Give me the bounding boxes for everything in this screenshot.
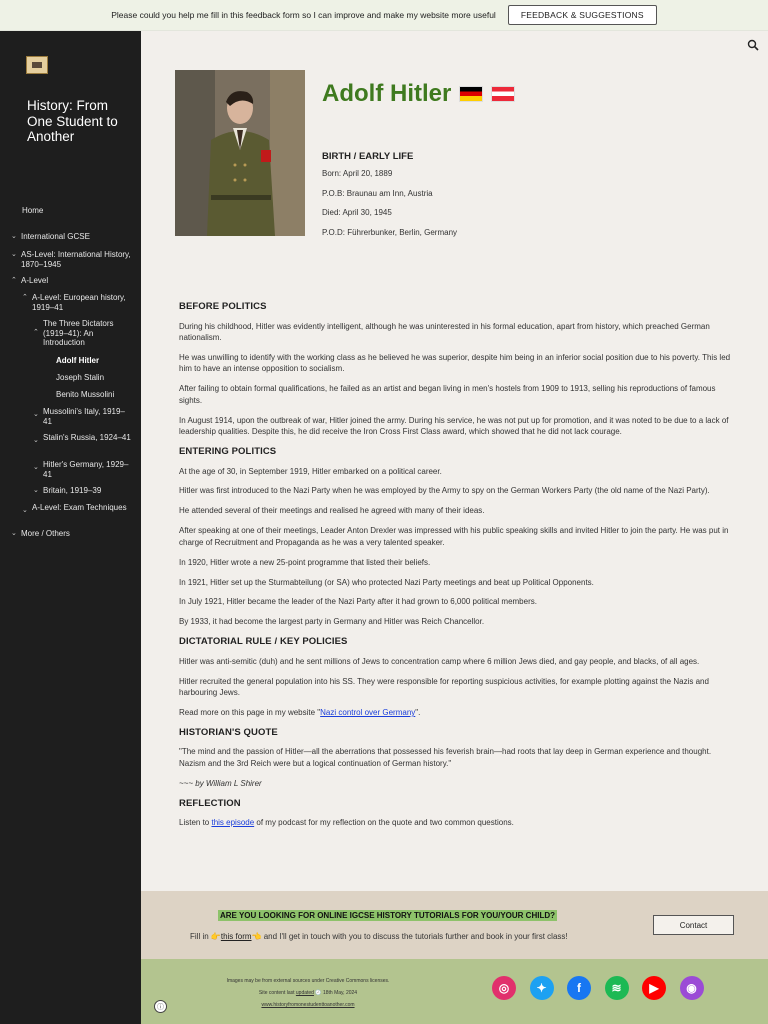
nav-item-label: Britain, 1919–39 (43, 486, 102, 495)
site-logo[interactable] (26, 56, 48, 74)
nav-item-exam-techniques[interactable] (22, 503, 132, 516)
chevron-down-icon[interactable]: ⌄ (33, 464, 39, 471)
info-icon[interactable]: ⓘ (154, 1000, 167, 1013)
nav-item-adolf-hitler[interactable] (56, 356, 99, 366)
paragraph: In 1920, Hitler wrote a new 25-point programme that listed their beliefs. (179, 557, 431, 567)
nav-item-label: International GCSE (21, 232, 90, 241)
instagram-icon[interactable]: ◎ (492, 976, 516, 1000)
text: 👈 and I'll get in touch with you to discuss the tutorials further and book in your first class! (251, 932, 568, 941)
contact-button[interactable]: Contact (653, 915, 734, 935)
chevron-down-icon[interactable]: ⌄ (11, 530, 17, 537)
section-heading: BEFORE POLITICS (179, 301, 267, 312)
social-links (492, 976, 704, 1000)
chevron-up-icon[interactable]: ⌃ (11, 277, 17, 284)
nav-item-a-level[interactable] (11, 276, 131, 286)
chevron-down-icon[interactable]: ⌄ (11, 233, 17, 240)
nav-item-label: Home (22, 206, 44, 215)
nav-item-as-level[interactable] (11, 250, 131, 269)
facebook-icon[interactable]: f (567, 976, 591, 1000)
birth-details (322, 169, 457, 247)
germany-flag-icon (459, 86, 483, 102)
place-of-death: P.O.D: Führerbunker, Berlin, Germany (322, 227, 458, 237)
nav-item-label: Hitler's Germany, 1929–41 (43, 460, 129, 479)
chevron-up-icon[interactable]: ⌃ (22, 294, 28, 301)
quote-author-text: ~~~ by William L Shirer (179, 778, 262, 788)
chevron-down-icon[interactable]: ⌄ (22, 507, 28, 514)
quote-text: "The mind and the passion of Hitler—all the aberrations that possessed his feverish brain—had roots that lay deep in German experience and thought. Nazism and the 3rd Reich were but a logical continuation of German history." (179, 747, 712, 768)
chevron-down-icon[interactable]: ⌄ (33, 411, 39, 418)
nav-item-label: Benito Mussolini (56, 390, 115, 399)
section-heading: DICTATORIAL RULE / KEY POLICIES (179, 636, 348, 648)
text: Read more on this page in my website " (179, 707, 321, 717)
portrait-image (175, 70, 305, 236)
paragraph: He was unwilling to identify with the working class as he believed he was superior, despite him being in an inferior social position due to his poverty. This led him to have an intense opposition to socialism. (179, 352, 731, 374)
tutoring-form-link[interactable]: this form (220, 932, 252, 941)
chevron-down-icon[interactable]: ⌄ (11, 251, 17, 258)
born: Born: April 20, 1889 (322, 169, 393, 178)
sidebar (0, 31, 141, 1024)
nav-item-igcse[interactable] (11, 232, 131, 242)
text: ". (415, 707, 421, 717)
nav-item-label: AS-Level: International History, 1870–1945 (21, 250, 131, 269)
youtube-icon[interactable]: ▶ (642, 976, 666, 1000)
paragraph: During his childhood, Hitler was evidently intelligent, although he was uninterested in his formal education, apart from history, which preached German nationalism. (179, 321, 710, 342)
article-body (179, 301, 734, 837)
nav-item-european-history[interactable] (22, 293, 132, 312)
nav-item-more-others[interactable] (11, 529, 131, 539)
nav-item-label: A-Level: European history, 1919–41 (32, 293, 126, 312)
paragraph: After failing to obtain formal qualifications, he failed as an artist and began living in men's hostels from 1909 to 1913, selling his reproductions of famous sights. (179, 384, 716, 405)
update-note (203, 987, 413, 999)
text: Fill in 👉 (190, 932, 221, 941)
paragraph: At the age of 30, in September 1919, Hitler embarked on a political career. (179, 466, 442, 476)
site-title[interactable]: History: From One Student to Another (27, 98, 118, 144)
paragraph: By 1933, it had become the largest party in Germany and Hitler was Reich Chancellor. (179, 617, 485, 627)
nav-item-britain[interactable] (33, 486, 131, 496)
paragraph: In 1921, Hitler set up the Sturmabteilung (or SA) who protected Nazi Party meetings and beat up Political Opponents. (179, 577, 594, 587)
paragraph (179, 817, 734, 829)
nav-item-label: A-Level (21, 276, 49, 285)
footer (141, 959, 768, 1024)
website-link[interactable]: www.historyfromonestudenttoanother.com (261, 1002, 355, 1008)
nazi-control-link[interactable]: Nazi control over Germany (320, 707, 416, 717)
text: Site content last (258, 990, 296, 996)
paragraph: In July 1921, Hitler became the leader of the Nazi Party after it had grown to 6,000 political members. (179, 597, 537, 607)
nav-item-home[interactable] (22, 206, 43, 216)
nav-item-label: Adolf Hitler (56, 356, 100, 365)
nav-item-hitlers-germany[interactable] (33, 460, 131, 479)
portrait-figure (175, 70, 305, 236)
paragraph: Hitler recruited the general population into his SS. They were responsible for reporting suspicious activities, for example plotting against the Nazis and harbouring Jews. (179, 676, 709, 698)
paragraph: After speaking at one of their meetings, Leader Anton Drexler was impressed with his public speaking skills and invited Hitler to join the party. He was put in charge of Recruitment and Propaganda as he was a very talented speaker. (179, 526, 729, 547)
birth-heading: BIRTH / EARLY LIFE (322, 151, 414, 162)
twitter-icon[interactable]: ✦ (530, 976, 554, 1000)
nav-item-label: Joseph Stalin (56, 373, 105, 382)
nav-item-three-dictators[interactable] (33, 319, 131, 348)
paragraph: He attended several of their meetings and realised he agreed with many of their ideas. (179, 506, 485, 516)
chevron-down-icon[interactable]: ⌄ (33, 487, 39, 494)
tutoring-heading: ARE YOU LOOKING FOR ONLINE IGCSE HISTORY TUTORIALS FOR YOU/YOUR CHILD? (220, 911, 555, 920)
chevron-down-icon[interactable]: ⌄ (33, 437, 39, 444)
nav-item-stalins-russia[interactable] (33, 433, 133, 446)
section-heading: REFLECTION (179, 797, 241, 809)
podcast-episode-link[interactable]: this episode (211, 818, 255, 828)
paragraph: Hitler was anti-semitic (duh) and he sent millions of Jews to concentration camp where 6 million Jews died, and gay people, and blacks, of all ages. (179, 656, 700, 666)
austria-flag-icon (491, 86, 515, 102)
text: of my podcast for my reflection on the quote and two common questions. (254, 818, 514, 828)
paragraph (179, 707, 734, 719)
podcasts-icon[interactable]: ◉ (680, 976, 704, 1000)
nav-item-mussolinis-italy[interactable] (33, 407, 131, 426)
nav-item-label: Stalin's Russia, 1924–41 (43, 433, 131, 442)
page-title (322, 80, 515, 108)
nav-item-label: More / Others (21, 529, 70, 538)
quote-author (179, 778, 734, 790)
nav-item-benito-mussolini[interactable] (56, 390, 114, 400)
place-of-birth: P.O.B: Braunau am Inn, Austria (322, 188, 433, 198)
tutoring-text (190, 932, 568, 941)
nav-item-joseph-stalin[interactable] (56, 373, 104, 383)
chevron-up-icon[interactable]: ⌃ (33, 329, 39, 336)
text: 🕗 18th May, 2024 (313, 990, 358, 996)
banner-text: Please could you help me fill in this feedback form so I can improve and make my website more useful (111, 10, 496, 20)
died: Died: April 30, 1945 (322, 208, 392, 217)
nav-item-label: A-Level: Exam Techniques (32, 503, 127, 512)
text: Listen to (179, 818, 212, 828)
feedback-button[interactable]: FEEDBACK & SUGGESTIONS (508, 5, 657, 25)
license-note: Images may be from external sources under Creative Commons licenses. (226, 978, 390, 984)
tutoring-banner (141, 891, 768, 959)
feedback-banner (0, 0, 768, 31)
footer-notes (203, 975, 413, 1011)
nav-item-label: The Three Dictators (1919–41): An Introduction (43, 319, 114, 347)
paragraph: Hitler was first introduced to the Nazi Party when he was employed by the Army to spy on the German Workers Party (the old name of the Nazi Party). (179, 486, 710, 496)
page-title-text: Adolf Hitler (322, 80, 452, 107)
nav-item-label: Mussolini's Italy, 1919–41 (43, 407, 125, 426)
search-icon[interactable] (747, 39, 759, 51)
section-heading: HISTORIAN'S QUOTE (179, 726, 278, 738)
paragraph: In August 1914, upon the outbreak of war, Hitler joined the army. During his service, he was not put up for promotion, and it was noted to be due to a lack of leadership qualities. Despite this, he did receive the Iron Cross First Class award, which showed that he did not lack courage. (179, 415, 729, 437)
updated-link[interactable]: updated (295, 990, 314, 996)
spotify-icon[interactable]: ≋ (605, 976, 629, 1000)
website-url (203, 999, 413, 1011)
section-heading: ENTERING POLITICS (179, 446, 277, 458)
